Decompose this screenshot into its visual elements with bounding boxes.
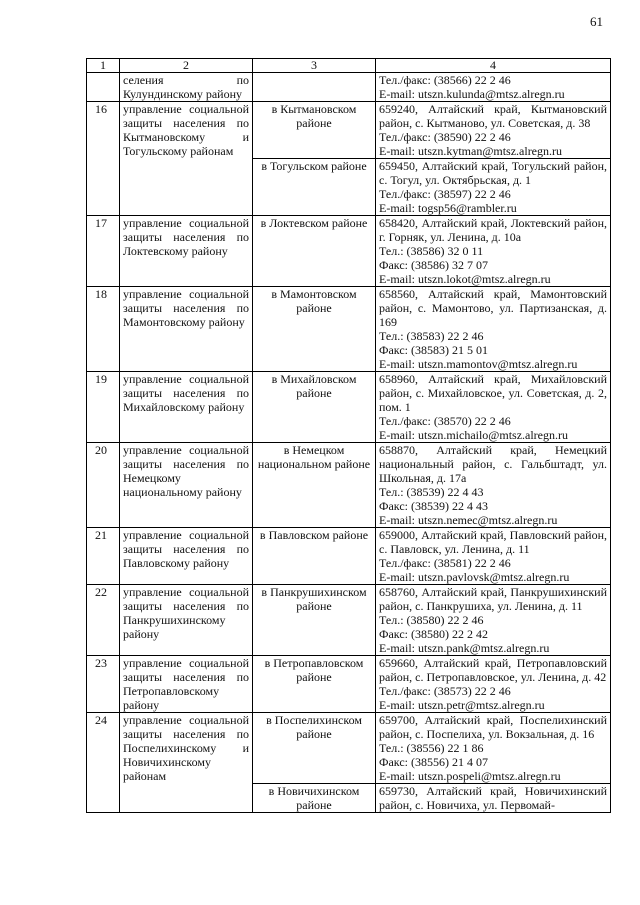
district-name: в Мамонтовском районе [253,287,376,372]
address-line: E-mail: togsp56@rambler.ru [379,201,517,215]
address-line: E-mail: utszn.kytman@mtsz.alregn.ru [379,144,563,158]
row-number [87,73,120,102]
row-number: 18 [87,287,120,372]
address-line: Тел.: (38539) 22 4 43 [379,485,484,499]
address-line: Тел.: (38556) 22 1 86 [379,741,484,755]
contact-address [376,372,611,443]
district-name: в Поспелихинском районе [253,713,376,784]
address-line: 658960, Алтайский край, Михайловский район, с. Михайловское, ул. Советская, д. 2, пом. 1 [379,372,607,414]
table-row [87,713,611,784]
address-line: Факс: (38580) 22 2 42 [379,627,488,641]
table-row [87,443,611,528]
district-name: в Локтевском районе [253,216,376,287]
address-line: E-mail: utszn.lokot@mtsz.alregn.ru [379,272,551,286]
address-line: Тел.: (38583) 22 2 46 [379,329,484,343]
address-line: 658560, Алтайский край, Мамонтовский район, с. Мамонтово, ул. Партизанская, д. 169 [379,287,607,329]
table-row [87,287,611,372]
organization-name: управление социальной защиты населения по Локтевскому району [120,216,253,287]
organization-name: управление социальной защиты населения по Мамонтовскому району [120,287,253,372]
address-line: 659450, Алтайский край, Тогульский район, с. Тогул, ул. Октябрьская, д. 1 [379,159,607,187]
organization-name: управление социальной защиты населения по Кытмановскому и Тогульскому районам [120,102,253,216]
address-line: Тел./факс: (38573) 22 2 46 [379,684,511,698]
organization-name: управление социальной защиты населения по Поспелихинскому и Новичихинскому районам [120,713,253,813]
column-number: 3 [253,59,376,73]
row-number: 16 [87,102,120,216]
district-name: в Панкрушихинском районе [253,585,376,656]
address-line: 658420, Алтайский край, Локтевский район, г. Горняк, ул. Ленина, д. 10а [379,216,607,244]
column-number: 1 [87,59,120,73]
address-line: Факс: (38586) 32 7 07 [379,258,488,272]
address-line: Тел./факс: (38590) 22 2 46 [379,130,511,144]
contact-address [376,102,611,159]
contact-address [376,287,611,372]
table-row [87,585,611,656]
address-line: 659730, Алтайский край, Новичихинский район, с. Новичиха, ул. Первомай- [379,784,607,812]
address-line: E-mail: utszn.mamontov@mtsz.alregn.ru [379,357,578,371]
contact-address [376,713,611,784]
address-line: Факс: (38583) 21 5 01 [379,343,488,357]
table-row [87,102,611,159]
social-protection-table [86,58,611,813]
address-line: E-mail: utszn.pospeli@mtsz.alregn.ru [379,769,561,783]
contact-address [376,656,611,713]
organization-name: управление социальной защиты населения по Панкрушихинскому району [120,585,253,656]
address-line: 659240, Алтайский край, Кытмановский район, с. Кытманово, ул. Советская, д. 38 [379,102,607,130]
address-line: 659000, Алтайский край, Павловский район, с. Павловск, ул. Ленина, д. 11 [379,528,607,556]
address-line: 658760, Алтайский край, Панкрушихинский район, с. Панкрушиха, ул. Ленина, д. 11 [379,585,607,613]
address-line: 659660, Алтайский край, Петропавловский район, с. Петропавловское, ул. Ленина, д. 42 [379,656,607,684]
address-line: 658870, Алтайский край, Немецкий национальный район, с. Гальбштадт, ул. Школьная, д. 17а [379,443,607,485]
contact-address [376,443,611,528]
row-number: 24 [87,713,120,813]
address-line: E-mail: utszn.kulunda@mtsz.alregn.ru [379,87,565,101]
address-line: 659700, Алтайский край, Поспелихинский район, с. Поспелиха, ул. Вокзальная, д. 16 [379,713,607,741]
address-line: E-mail: utszn.nemec@mtsz.alregn.ru [379,513,558,527]
district-name: в Кытмановском районе [253,102,376,159]
address-line: Тел./факс: (38581) 22 2 46 [379,556,511,570]
contact-address [376,216,611,287]
address-line: Тел./факс: (38597) 22 2 46 [379,187,511,201]
address-line: Тел./факс: (38566) 22 2 46 [379,73,511,87]
district-name: в Павловском районе [253,528,376,585]
contact-address [376,784,611,813]
page-number: 61 [590,14,603,29]
row-number: 20 [87,443,120,528]
district-name: в Тогульском районе [253,159,376,216]
contact-address [376,159,611,216]
address-line: E-mail: utszn.pavlovsk@mtsz.alregn.ru [379,570,570,584]
column-number-row [87,59,611,73]
address-line: E-mail: utszn.pank@mtsz.alregn.ru [379,641,550,655]
district-name: в Петропавловском районе [253,656,376,713]
organization-name: управление социальной защиты населения по Михайловскому району [120,372,253,443]
address-line: Факс: (38556) 21 4 07 [379,755,488,769]
organization-name: управление социальной защиты населения по Павловскому району [120,528,253,585]
row-number: 22 [87,585,120,656]
contact-address [376,585,611,656]
row-number: 21 [87,528,120,585]
district-name: в Немецком национальном районе [253,443,376,528]
address-line: Тел.: (38586) 32 0 11 [379,244,484,258]
row-number: 17 [87,216,120,287]
table-row [87,372,611,443]
address-line: Тел./факс: (38570) 22 2 46 [379,414,511,428]
district-name: в Новичихинском районе [253,784,376,813]
address-line: E-mail: utszn.petr@mtsz.alregn.ru [379,698,545,712]
address-line: E-mail: utszn.michailo@mtsz.alregn.ru [379,428,568,442]
district-name [253,73,376,102]
address-line: Факс: (38539) 22 4 43 [379,499,488,513]
address-line: Тел.: (38580) 22 2 46 [379,613,484,627]
organization-name: управление социальной защиты населения по Петропавловскому району [120,656,253,713]
table-row [87,216,611,287]
table-row [87,73,611,102]
contact-address [376,528,611,585]
contact-address [376,73,611,102]
organization-name: селения по Кулундинскому району [120,73,253,102]
row-number: 23 [87,656,120,713]
organization-name: управление социальной защиты населения по Немецкому национальному району [120,443,253,528]
table-row [87,656,611,713]
column-number: 4 [376,59,611,73]
column-number: 2 [120,59,253,73]
table-row [87,528,611,585]
district-name: в Михайловском районе [253,372,376,443]
row-number: 19 [87,372,120,443]
